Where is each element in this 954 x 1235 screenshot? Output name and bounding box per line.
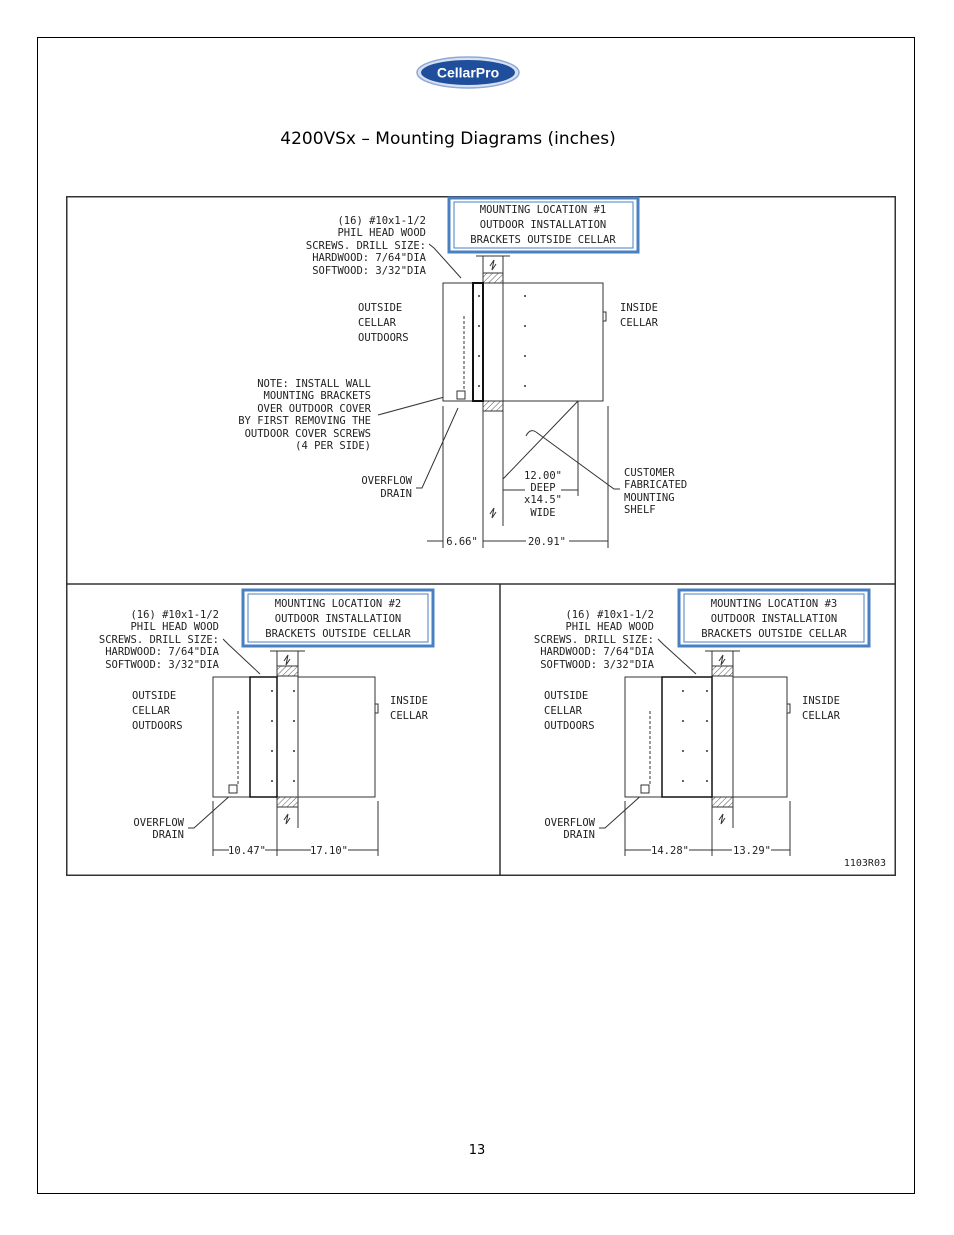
shelf-label-line: CUSTOMER xyxy=(624,467,675,479)
location-box-2-line: MOUNTING LOCATION #2 xyxy=(274,598,402,610)
location-box-2-line: OUTDOOR INSTALLATION xyxy=(274,613,402,625)
inside-label-line: INSIDE xyxy=(390,695,428,707)
shelf-brace xyxy=(503,401,578,479)
screws-note-line: PHIL HEAD WOOD xyxy=(130,621,219,633)
outside-label-line: OUTDOORS xyxy=(132,720,183,732)
dimension-left: 14.28" xyxy=(651,845,689,857)
wall-hatch xyxy=(483,401,503,411)
inside-label-line: INSIDE xyxy=(802,695,840,707)
screws-note-line: (16) #10x1-1/2 xyxy=(565,609,654,621)
outside-label-line: OUTSIDE xyxy=(358,302,403,314)
unit-middle-section xyxy=(250,677,277,797)
logo-text: CellarPro xyxy=(436,64,500,81)
location-box-1-line: MOUNTING LOCATION #1 xyxy=(479,204,607,216)
screws-note-line: PHIL HEAD WOOD xyxy=(337,227,426,239)
inside-label-line: INSIDE xyxy=(620,302,658,314)
screws-note-line: (16) #10x1-1/2 xyxy=(130,609,219,621)
screws-note-line: HARDWOOD: 7/64"DIA xyxy=(312,252,426,264)
dimension-left: 10.47" xyxy=(228,845,266,857)
inside-label-line: CELLAR xyxy=(802,710,840,722)
inside-label-line: CELLAR xyxy=(620,317,658,329)
wall-hatch xyxy=(483,273,503,283)
outside-label-line: OUTDOORS xyxy=(544,720,595,732)
page-number: 13 xyxy=(468,1143,486,1158)
unit-outdoor-cover xyxy=(473,283,483,401)
shelf-dim-line: x14.5" xyxy=(524,494,562,506)
shelf-label-line: MOUNTING xyxy=(624,492,675,504)
dimension-left: 6.66" xyxy=(446,536,478,548)
unit-outdoor-section xyxy=(625,677,662,797)
overflow-leader xyxy=(188,793,233,828)
overflow-label-line: DRAIN xyxy=(380,488,412,500)
screws-leader xyxy=(658,639,696,674)
outside-label-line: OUTDOORS xyxy=(358,332,409,344)
location-box-3-line: MOUNTING LOCATION #3 xyxy=(710,598,838,610)
top-panel xyxy=(238,198,687,548)
wall-hatch xyxy=(277,666,298,676)
outside-label-line: CELLAR xyxy=(132,705,170,717)
bottom-left-panel xyxy=(99,590,433,857)
screws-leader xyxy=(429,244,461,278)
screws-note-line: HARDWOOD: 7/64"DIA xyxy=(105,646,219,658)
dimension-right: 13.29" xyxy=(733,845,771,857)
overflow-label-line: DRAIN xyxy=(563,829,595,841)
unit-middle-section xyxy=(662,677,712,797)
shelf-label-line: FABRICATED xyxy=(624,479,688,491)
overflow-label-line: DRAIN xyxy=(152,829,184,841)
screws-note-line: PHIL HEAD WOOD xyxy=(565,621,654,633)
unit-indoor-section xyxy=(503,283,603,401)
location-box-3-line: OUTDOOR INSTALLATION xyxy=(710,613,838,625)
install-note-line: MOUNTING BRACKETS xyxy=(263,390,371,402)
shelf-label-line: SHELF xyxy=(624,504,656,516)
overflow-label-line: OVERFLOW xyxy=(361,475,412,487)
outside-label-line: OUTSIDE xyxy=(544,690,589,702)
cellarpro-logo xyxy=(416,56,520,89)
install-note-line: (4 PER SIDE) xyxy=(295,440,371,452)
outside-label-line: OUTSIDE xyxy=(132,690,177,702)
overflow-label-line: OVERFLOW xyxy=(133,817,184,829)
unit-outdoor-section xyxy=(213,677,250,797)
location-box-1-line: BRACKETS OUTSIDE CELLAR xyxy=(470,234,616,246)
unit-indoor-section xyxy=(298,677,375,797)
screws-note-line: SCREWS. DRILL SIZE: xyxy=(533,634,654,646)
page-title xyxy=(0,129,954,149)
install-note-line: OUTDOOR COVER SCREWS xyxy=(244,428,371,440)
page-title-text: 4200VSx – Mounting Diagrams (inches) xyxy=(280,129,616,149)
overflow-leader xyxy=(599,793,644,828)
screws-note-line: SOFTWOOD: 3/32"DIA xyxy=(540,659,654,671)
outside-label-line: CELLAR xyxy=(544,705,582,717)
wall-hatch xyxy=(712,797,733,807)
shelf-dim-line: 12.00" xyxy=(524,470,562,482)
drawing-code: 1103R03 xyxy=(843,858,886,869)
screws-note-line: SOFTWOOD: 3/32"DIA xyxy=(312,265,426,277)
screws-note-line: SCREWS. DRILL SIZE: xyxy=(305,240,426,252)
bottom-right-panel xyxy=(534,590,886,869)
overflow-leader xyxy=(416,408,458,488)
shelf-dim-line: WIDE xyxy=(530,507,556,519)
screws-note-line: SCREWS. DRILL SIZE: xyxy=(98,634,219,646)
screws-note-line: HARDWOOD: 7/64"DIA xyxy=(540,646,654,658)
shelf-dim-line: DEEP xyxy=(530,482,556,494)
location-box-2-line: BRACKETS OUTSIDE CELLAR xyxy=(265,628,411,640)
location-box-1-line: OUTDOOR INSTALLATION xyxy=(479,219,607,231)
install-note-line: OVER OUTDOOR COVER xyxy=(257,403,371,415)
wall-hatch xyxy=(712,666,733,676)
unit-outdoor-section xyxy=(443,283,476,401)
screws-note-line: (16) #10x1-1/2 xyxy=(337,215,426,227)
install-note-line: BY FIRST REMOVING THE xyxy=(238,415,371,427)
install-note-line: NOTE: INSTALL WALL xyxy=(257,378,371,390)
dimension-right: 17.10" xyxy=(310,845,348,857)
unit-indoor-section xyxy=(733,677,787,797)
outside-label-line: CELLAR xyxy=(358,317,396,329)
wall-hatch xyxy=(277,797,298,807)
location-box-3-line: BRACKETS OUTSIDE CELLAR xyxy=(701,628,847,640)
overflow-label-line: OVERFLOW xyxy=(544,817,595,829)
mounting-diagrams xyxy=(66,196,896,876)
dimension-right: 20.91" xyxy=(528,536,566,548)
inside-label-line: CELLAR xyxy=(390,710,428,722)
screws-note-line: SOFTWOOD: 3/32"DIA xyxy=(105,659,219,671)
